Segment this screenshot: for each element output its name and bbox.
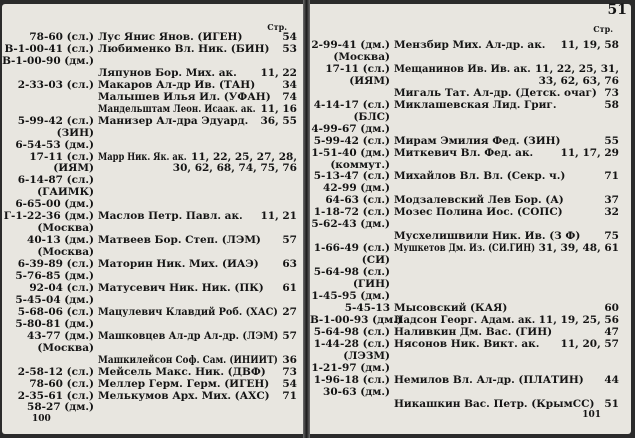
directory-entry-line: [310, 267, 631, 278]
phone-code: (Москва): [37, 246, 94, 259]
directory-entry-line: [310, 231, 631, 242]
directory-entry-line: [2, 379, 303, 390]
phone-code: 1-18-72 (сл.): [313, 206, 390, 219]
phone-code: (ЛЭЗМ): [343, 349, 390, 362]
page-refs: 63: [282, 258, 297, 271]
directory-entry-line: [310, 291, 631, 302]
page-refs: 61: [282, 281, 297, 294]
phone-code: 58-27 (дм.): [27, 401, 94, 414]
phone-code: 78-60 (сл.): [29, 31, 94, 43]
phone-code: 2-58-12 (сл.): [17, 365, 94, 378]
person-name: Мигаль Тат. Ал-др. (Детск. очаг): [394, 86, 597, 99]
phone-code: 6-65-00 (дм.): [15, 198, 94, 211]
phone-code: 5-64-98 (сл.): [313, 325, 390, 338]
phone-code: 17-11 (сл.): [29, 150, 94, 163]
person-name: Машкилейсон Соф. Сам. (ИНИИТ): [98, 353, 278, 366]
page-column-header: Стр.: [593, 24, 613, 34]
phone-code: 5-62-43 (дм.): [311, 218, 390, 231]
directory-entry-line: [310, 160, 631, 171]
person-name: Нясонов Ник. Викт. ак.: [394, 337, 540, 350]
directory-entry-line: [310, 183, 631, 194]
page-refs: 32: [604, 206, 619, 219]
left-page: [2, 4, 303, 434]
person-name: Модзалевский Лев Бор. (А): [394, 194, 564, 207]
directory-entry-line: [2, 367, 303, 378]
phone-code: 5-45-13: [344, 301, 390, 314]
directory-entry-line: [2, 235, 303, 246]
phone-code: В-1-00-93 (дм.): [310, 313, 402, 326]
page-number: 101: [582, 410, 601, 420]
page-refs: 73: [604, 86, 619, 99]
directory-entry-line: [2, 80, 303, 91]
directory-entry-line: [310, 52, 631, 63]
page-refs: 75: [604, 230, 619, 243]
person-name: Надсон Георг. Адам. ак.: [394, 313, 536, 326]
phone-code: (коммут.): [330, 158, 390, 171]
person-name: Ляпунов Бор. Мих. ак.: [98, 66, 237, 79]
person-name: Любименко Вл. Ник. (БИН): [98, 42, 270, 55]
person-name: Мысовский (КАЯ): [394, 301, 508, 314]
directory-entry-line: [310, 363, 631, 374]
page-refs: 11, 19, 25, 56: [538, 313, 619, 326]
page-refs: 11, 21: [260, 210, 297, 223]
person-name: Матвеев Бор. Степ. (ЛЭМ): [98, 234, 261, 247]
directory-entry-line: [310, 124, 631, 135]
directory-entry-line: [310, 303, 631, 314]
page-refs: 11, 20, 57: [560, 337, 619, 350]
directory-entry-line: [310, 351, 631, 362]
person-name: Мацулевич Клавдий Роб. (ХАС): [98, 305, 278, 318]
person-name: Маторин Ник. Мих. (ИАЭ): [98, 258, 259, 271]
page-refs: 47: [604, 325, 619, 338]
directory-entry-line: [2, 283, 303, 294]
directory-entry-line: [2, 32, 303, 43]
phone-code: 1-45-95 (дм.): [311, 289, 390, 302]
directory-entry-line: [2, 140, 303, 151]
page-refs: 37: [604, 194, 619, 207]
directory-entry-line: [2, 44, 303, 55]
phone-code: 5-76-85 (дм.): [15, 270, 94, 282]
directory-entry-line: [2, 163, 303, 174]
directory-entry-line: [2, 295, 303, 306]
phone-code: (СИ): [361, 254, 390, 267]
page-refs: 30, 62, 68, 74, 75, 76: [172, 162, 297, 175]
page-refs: 27: [282, 305, 297, 318]
phone-code: 64-63 (сл.): [325, 194, 390, 207]
person-name: Мелькумов Арх. Мих. (АХС): [98, 389, 270, 402]
person-name: Машковцев Ал-др Ал-др. (ЛЭМ): [98, 329, 279, 342]
person-name: Миткевич Вл. Фед. ак.: [394, 146, 534, 159]
directory-entry-line: [2, 68, 303, 79]
directory-entry-line: [2, 343, 303, 354]
person-name: Михайлов Вл. Вл. (Секр. ч.): [394, 170, 566, 183]
directory-entry-line: [2, 152, 303, 163]
page-refs: 36, 55: [260, 114, 297, 127]
directory-entry-line: [2, 128, 303, 139]
person-name: Мусхелишвили Ник. Ив. (З Ф): [394, 230, 581, 243]
phone-code: 17-11 (сл.): [325, 62, 390, 75]
directory-entry-line: [2, 355, 303, 366]
page-refs: 11, 22, 25, 27, 28,: [191, 150, 297, 163]
phone-code: 6-14-87 (сл.): [17, 174, 94, 187]
page-refs: 31, 39, 48, 61: [538, 242, 619, 255]
phone-code: 78-60 (сл.): [29, 377, 94, 390]
directory-entry-line: [2, 391, 303, 402]
directory-entry-line: [2, 175, 303, 186]
page-refs: 11, 22: [260, 66, 297, 79]
directory-entry-line: [310, 171, 631, 182]
phone-code: 6-39-89 (сл.): [17, 258, 94, 271]
person-name: Мушкетов Дм. Из. (СИ.ГИН): [394, 242, 536, 255]
phone-code: 1-66-49 (сл.): [313, 242, 390, 255]
page-refs: 71: [604, 170, 619, 183]
person-name: Маслов Петр. Павл. ак.: [98, 210, 243, 223]
directory-entry-line: [2, 92, 303, 103]
phone-code: (БЛС): [353, 110, 390, 123]
page-refs: 11, 17, 29: [560, 146, 619, 159]
directory-entry-line: [310, 219, 631, 230]
person-name: Марр Ник. Як. ак.: [98, 150, 187, 163]
phone-code: В-1-00-90 (дм.): [2, 54, 94, 67]
phone-code: 43-77 (дм.): [27, 329, 94, 342]
page-column-header: Стр.: [267, 22, 287, 32]
phone-code: (Москва): [37, 341, 94, 354]
page-refs: 51: [604, 397, 619, 410]
directory-entry-line: [310, 195, 631, 206]
page-refs: 11, 22, 25, 31,: [534, 62, 619, 75]
directory-entry-line: [2, 271, 303, 282]
phone-code: 2-35-61 (сл.): [17, 389, 94, 402]
phone-code: 5-80-81 (дм.): [15, 317, 94, 330]
person-name: Никашкин Вас. Петр. (КрымСС): [394, 397, 595, 410]
phone-code: (ЗИН): [56, 126, 94, 139]
page-refs: 73: [282, 365, 297, 378]
phone-code: (ГАИМК): [37, 186, 94, 199]
handwritten-page-mark: 51: [607, 2, 627, 18]
directory-entry-line: [310, 399, 631, 410]
directory-entry-line: [310, 100, 631, 111]
person-name: Немилов Вл. Ал-др. (ПЛАТИН): [394, 373, 584, 386]
phone-code: 4-14-17 (сл.): [313, 98, 390, 111]
directory-entry-line: [310, 255, 631, 266]
directory-entry-line: [310, 64, 631, 75]
page-refs: 34: [282, 78, 297, 91]
directory-entry-line: [2, 223, 303, 234]
page-refs: 53: [282, 42, 297, 55]
person-name: Манизер Ал-дра Эдуард.: [98, 114, 249, 127]
phone-code: В-1-00-41 (сл.): [4, 42, 94, 55]
phone-code: 6-54-53 (дм.): [15, 138, 94, 151]
phone-code: 30-63 (дм.): [323, 385, 390, 398]
phone-code: 1-21-97 (дм.): [311, 361, 390, 374]
directory-entry-line: [310, 76, 631, 87]
page-refs: 71: [282, 389, 297, 402]
phone-code: 2-33-03 (сл.): [17, 78, 94, 91]
person-name: Мозес Полина Иос. (СОПС): [394, 206, 563, 219]
directory-entry-line: [2, 319, 303, 330]
person-name: Мейсель Макс. Ник. (ДВФ): [98, 365, 266, 378]
directory-entry-line: [310, 88, 631, 99]
directory-entry-line: [310, 339, 631, 350]
person-name: Мандельштам Леон. Исаак. ак.: [98, 102, 256, 115]
phone-code: 92-04 (сл.): [29, 281, 94, 294]
page-refs: 54: [282, 377, 297, 390]
page-refs: 11, 16: [260, 102, 297, 115]
directory-entry-line: [310, 243, 631, 254]
phone-code: (ИЯМ): [349, 74, 390, 87]
person-name: Макаров Ал-др Ив. (ТАН): [98, 78, 256, 91]
phone-code: 5-45-04 (дм.): [15, 293, 94, 306]
person-name: Мещанинов Ив. Ив. ак.: [394, 62, 531, 75]
directory-entry-line: [2, 307, 303, 318]
phone-code: Г-1-22-36 (дм.): [3, 210, 94, 223]
person-name: Миклашевская Лид. Григ.: [394, 98, 557, 111]
person-name: Меллер Герм. Герм. (ИГЕН): [98, 377, 270, 390]
phone-code: 5-99-42 (сл.): [17, 114, 94, 127]
directory-entry-line: [310, 279, 631, 290]
phone-code: 40-13 (дм.): [27, 234, 94, 247]
directory-entry-line: [310, 327, 631, 338]
phone-code: 5-64-98 (сл.): [313, 266, 390, 279]
directory-entry-line: [310, 40, 631, 51]
directory-entry-line: [2, 187, 303, 198]
person-name: Мирам Эмилия Фед. (ЗИН): [394, 134, 561, 147]
directory-entry-line: [2, 104, 303, 115]
page-refs: 58: [604, 98, 619, 111]
page-refs: 55: [604, 134, 619, 147]
person-name: Матусевич Ник. Ник. (ПК): [98, 281, 264, 294]
directory-entry-line: [310, 136, 631, 147]
phone-code: (ИЯМ): [53, 162, 94, 175]
person-name: Мензбир Мих. Ал-др. ак.: [394, 39, 546, 51]
phone-code: 2-99-41 (дм.): [311, 39, 390, 51]
person-name: Лус Янис Янов. (ИГЕН): [98, 31, 243, 43]
directory-entry-line: [2, 259, 303, 270]
directory-entry-line: [2, 211, 303, 222]
phone-code: 5-13-47 (сл.): [313, 170, 390, 183]
directory-entry-line: [2, 402, 303, 413]
directory-entry-line: [310, 315, 631, 326]
directory-entry-line: [310, 112, 631, 123]
phone-code: 5-68-06 (сл.): [17, 305, 94, 318]
page-refs: 44: [604, 373, 619, 386]
phone-code: 4-99-67 (дм.): [311, 122, 390, 135]
phone-code: (Москва): [37, 222, 94, 235]
directory-entry-line: [2, 116, 303, 127]
directory-entry-line: [2, 331, 303, 342]
phone-code: (Москва): [333, 50, 390, 63]
page-refs: 57: [282, 329, 297, 342]
page-refs: 54: [282, 31, 297, 43]
directory-entry-line: [310, 375, 631, 386]
directory-entry-line: [2, 56, 303, 67]
book-gutter: [303, 0, 310, 438]
page-refs: 11, 19, 58: [560, 39, 619, 51]
phone-code: 42-99 (дм.): [323, 182, 390, 195]
phone-code: 1-96-18 (сл.): [313, 373, 390, 386]
phone-code: (ГИН): [352, 278, 390, 290]
page-refs: 33, 62, 63, 76: [538, 74, 619, 87]
directory-entry-line: [2, 247, 303, 258]
directory-entry-line: [310, 207, 631, 218]
phone-code: 1-51-40 (дм.): [311, 146, 390, 159]
page-refs: 74: [282, 90, 297, 103]
directory-entry-line: [310, 148, 631, 159]
phone-code: 5-99-42 (сл.): [313, 134, 390, 147]
page-refs: 36: [282, 353, 297, 366]
directory-entry-line: [2, 199, 303, 210]
phone-code: 1-44-28 (сл.): [313, 337, 390, 350]
person-name: Наливкин Дм. Вас. (ГИН): [394, 325, 553, 338]
directory-entry-line: [310, 387, 631, 398]
page-refs: 57: [282, 234, 297, 247]
page-refs: 60: [604, 301, 619, 314]
person-name: Малышев Илья Ил. (УФАН): [98, 90, 271, 103]
right-page: [310, 4, 631, 434]
page-number: 100: [32, 414, 51, 424]
